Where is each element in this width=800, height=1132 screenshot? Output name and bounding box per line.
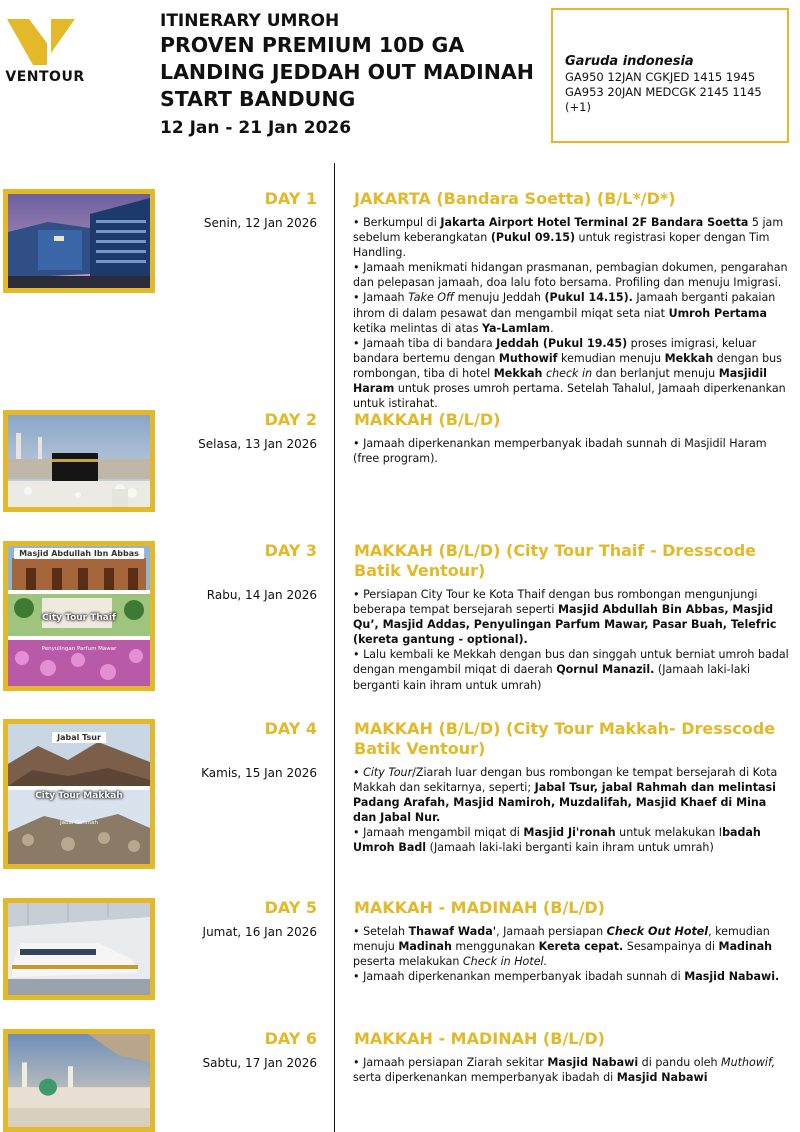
day-label: DAY 1 bbox=[264, 189, 317, 208]
photo-tag: Masjid Abdullah Ibn Abbas bbox=[14, 548, 144, 559]
train-photo-icon bbox=[8, 903, 150, 995]
day-paragraph: • Jamaah diperkenankan memperbanyak ibadah sunnah di Masjid Nabawi. bbox=[353, 970, 780, 984]
itinerary-header bbox=[160, 10, 550, 140]
day-date: Jumat, 16 Jan 2026 bbox=[202, 925, 317, 939]
header-eyebrow: ITINERARY UMROH bbox=[160, 11, 340, 31]
photo-caption: City Tour Thaif bbox=[42, 613, 116, 623]
day-body bbox=[353, 765, 791, 856]
day-date: Rabu, 14 Jan 2026 bbox=[206, 588, 317, 602]
day-paragraph: • Jamaah mengambil miqat di Masjid Ji'ronah untuk melakukan Ibadah Umroh Badl (Jamaah laki-laki berganti kain ihram untuk umrah) bbox=[353, 826, 761, 855]
day-label: DAY 4 bbox=[264, 719, 317, 738]
photo-tag: Jabal Tsur bbox=[52, 732, 106, 743]
day-paragraph: • Setelah Thawaf Wada', Jamaah persiapan Check Out Hotel, kemudian menuju Madinah menggunakan Kereta cepat. Sesampainya di Madinah peserta melakukan Check in Hotel. bbox=[353, 925, 773, 969]
day-paragraph: • Persiapan City Tour ke Kota Thaif dengan bus rombongan mengunjungi beberapa tempat bersejarah seperti Masjid Abdullah Bin Abbas, Masjid Qu’, Masjid Addas, Penyulingan Parfum Mawar, Pasar Buah, Telefric (kereta gantung - optional). bbox=[353, 588, 777, 647]
flight-info-box bbox=[551, 8, 789, 143]
day-body bbox=[353, 436, 791, 466]
timeline-divider bbox=[334, 163, 335, 1132]
day-date: Senin, 12 Jan 2026 bbox=[203, 216, 317, 230]
title-line: START BANDUNG bbox=[160, 87, 356, 111]
day-paragraph: • Lalu kembali ke Mekkah dengan bus dan singgah untuk berniat umroh badal dengan mengambil miqat di daerah Qornul Manazil. (Jamaah laki-laki berganti kain ihram untuk umrah) bbox=[353, 648, 789, 692]
day-photo bbox=[3, 541, 155, 691]
day-photo bbox=[3, 898, 155, 1000]
flight-line: GA950 12JAN CGKJED 1415 1945 bbox=[565, 70, 756, 84]
day-label: DAY 6 bbox=[264, 1029, 317, 1048]
day-paragraph: • Jamaah tiba di bandara Jeddah (Pukul 19.45) proses imigrasi, keluar bandara bertemu dengan Muthowif kemudian menuju Mekkah dengan bus rombongan, tiba di hotel Mekkah check in dan berlanjut menuju Masjidil Haram untuk proses umroh pertama. Setelah Tahalul, Jamaah diperkenankan untuk istirahat. bbox=[353, 336, 786, 411]
day-paragraph: • Jamaah Take Off menuju Jeddah (Pukul 14.15). Jamaah berganti pakaian ihrom di dalam pesawat dan mengambil miqat seta niat Umroh Pertama ketika melintas di atas Ya-Lamlam. bbox=[353, 291, 776, 335]
day-label: DAY 2 bbox=[264, 410, 317, 429]
day-title: MAKKAH - MADINAH (B/L/D) bbox=[354, 1029, 605, 1048]
day-date: Sabtu, 17 Jan 2026 bbox=[202, 1056, 317, 1070]
day-photo bbox=[3, 719, 155, 869]
brand-name: VENTOUR bbox=[5, 69, 85, 85]
day-title: MAKKAH - MADINAH (B/L/D) bbox=[354, 898, 605, 917]
airport-hotel-photo-icon bbox=[8, 194, 150, 288]
ventour-logo bbox=[5, 17, 85, 87]
day-photo bbox=[3, 1029, 155, 1132]
day-body bbox=[353, 587, 791, 693]
day-photo bbox=[3, 410, 155, 512]
day-paragraph: • Jamaah persiapan Ziarah sekitar Masjid Nabawi di pandu oleh Muthowif, serta diperkenankan memperbanyak ibadah di Masjid Nabawi bbox=[353, 1056, 776, 1085]
day-label: DAY 3 bbox=[264, 541, 317, 560]
day-photo bbox=[3, 189, 155, 293]
day-title: MAKKAH (B/L/D) (City Tour Thaif - Dresscode Batik Ventour) bbox=[354, 541, 756, 580]
photo-small-caption: Jabal Rahmah bbox=[60, 820, 98, 826]
page-title bbox=[160, 32, 550, 113]
flight-line: GA953 20JAN MEDCGK 2145 1145 (+1) bbox=[565, 85, 762, 114]
day-body bbox=[353, 215, 791, 411]
day-paragraph: • Jamaah diperkenankan memperbanyak ibadah sunnah di Masjidil Haram (free program). bbox=[353, 437, 767, 466]
ventour-logo-icon bbox=[5, 17, 85, 67]
photo-small-caption: Penyulingan Parfum Mawar bbox=[41, 646, 117, 652]
day-title: MAKKAH (B/L/D) bbox=[354, 410, 501, 429]
day-title: JAKARTA (Bandara Soetta) (B/L*/D*) bbox=[354, 189, 676, 208]
day-date: Selasa, 13 Jan 2026 bbox=[198, 437, 317, 451]
photo-caption: City Tour Makkah bbox=[35, 791, 123, 801]
day-paragraph: • City Tour/Ziarah luar dengan bus rombongan ke tempat bersejarah di Kota Makkah dan sekitarnya, seperti; Jabal Tsur, jabal Rahmah dan melintasi Padang Arafah, Masjid Namiroh, Muzdalifah, Masjid Khaef di Mina dan Jabal Nur. bbox=[353, 766, 778, 825]
day-body bbox=[353, 924, 791, 984]
kaaba-photo-icon bbox=[8, 415, 150, 507]
day-body bbox=[353, 1055, 791, 1085]
day-title: MAKKAH (B/L/D) (City Tour Makkah- Dresscode Batik Ventour) bbox=[354, 719, 776, 758]
nabawi-photo-icon bbox=[8, 1034, 150, 1127]
title-line: LANDING JEDDAH OUT MADINAH bbox=[160, 60, 534, 84]
day-date: Kamis, 15 Jan 2026 bbox=[201, 766, 317, 780]
trip-dates: 12 Jan - 21 Jan 2026 bbox=[160, 118, 352, 138]
day-label: DAY 5 bbox=[264, 898, 317, 917]
title-line: PROVEN PREMIUM 10D GA bbox=[160, 33, 465, 57]
day-paragraph: • Jamaah menikmati hidangan prasmanan, pembagian dokumen, pengarahan dan pelepasan jamaah, doa lalu foto bersama. Profiling dan menuju Imigrasi. bbox=[353, 261, 788, 290]
airline-name: Garuda indonesia bbox=[565, 54, 694, 69]
day-paragraph: • Berkumpul di Jakarta Airport Hotel Terminal 2F Bandara Soetta 5 jam sebelum keberangkatan (Pukul 09.15) untuk registrasi koper dengan Tim Handling. bbox=[353, 216, 784, 260]
